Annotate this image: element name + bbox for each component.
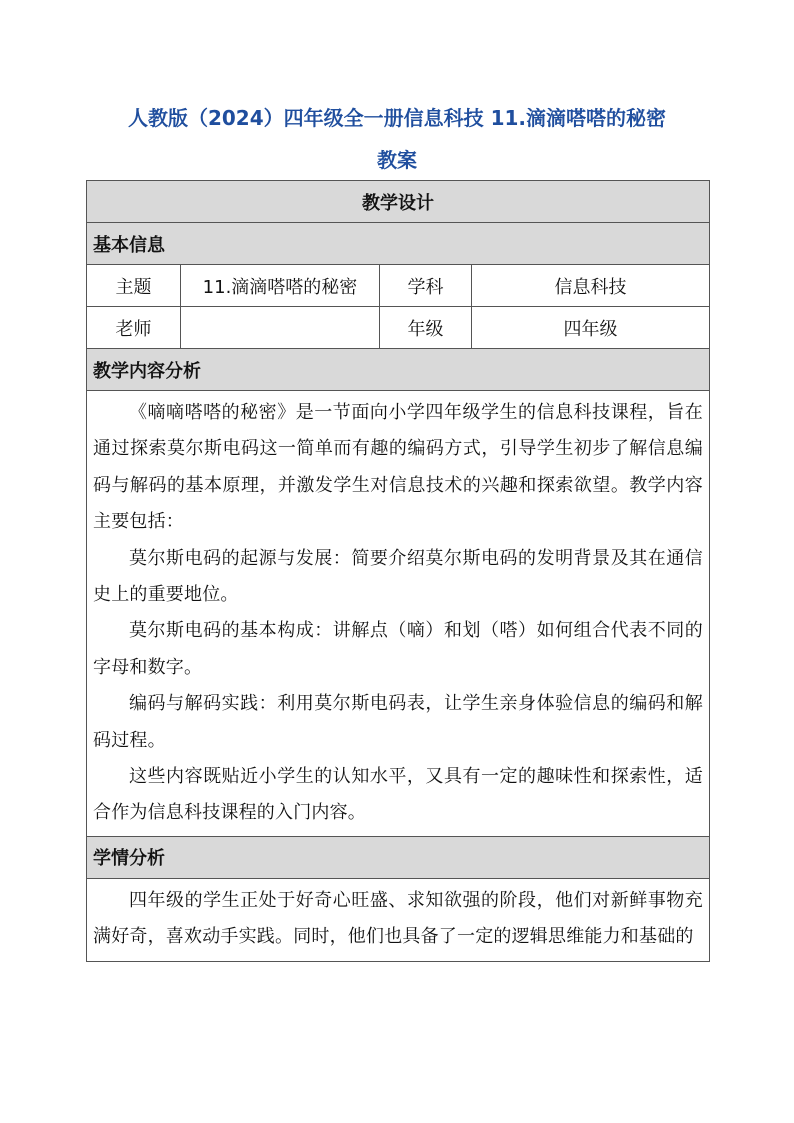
subject-value: 信息科技 (472, 265, 710, 307)
teacher-label: 老师 (87, 307, 181, 349)
content-paragraph: 《嘀嘀嗒嗒的秘密》是一节面向小学四年级学生的信息科技课程，旨在通过探索莫尔斯电码这一简单而有趣的编码方式，引导学生初步了解信息编码与解码的基本原理，并激发学生对信息技术的兴趣和探索欲望。教学内容主要包括： (93, 402, 703, 533)
grade-value: 四年级 (472, 307, 710, 349)
content-paragraph: 莫尔斯电码的基本构成：讲解点（嘀）和划（嗒）如何组合代表不同的字母和数字。 (93, 620, 703, 678)
grade-label: 年级 (380, 307, 472, 349)
document-title: 人教版（2024）四年级全一册信息科技 11.滴滴嗒嗒的秘密 (127, 106, 667, 130)
document-subtitle: 教案 (377, 148, 417, 172)
teacher-value (181, 307, 380, 349)
content-paragraph: 编码与解码实践：利用莫尔斯电码表，让学生亲身体验信息的编码和解码过程。 (93, 693, 703, 751)
topic-value: 11.滴滴嗒嗒的秘密 (181, 265, 380, 307)
content-paragraph: 莫尔斯电码的起源与发展：简要介绍莫尔斯电码的发明背景及其在通信史上的重要地位。 (93, 547, 703, 606)
lesson-plan-table (86, 180, 710, 962)
content-analysis-body (87, 391, 710, 837)
content-paragraph: 这些内容既贴近小学生的认知水平，又具有一定的趣味性和探索性，适合作为信息科技课程的入门内容。 (93, 766, 703, 824)
topic-label: 主题 (87, 265, 181, 307)
section-content-analysis: 教学内容分析 (87, 349, 710, 391)
section-basic-info: 基本信息 (87, 223, 710, 265)
section-learner-analysis: 学情分析 (87, 836, 710, 878)
subject-label: 学科 (380, 265, 472, 307)
learner-analysis-body (87, 878, 710, 961)
table-header: 教学设计 (87, 181, 710, 223)
learner-paragraph: 四年级的学生正处于好奇心旺盛、求知欲强的阶段，他们对新鲜事物充满好奇，喜欢动手实践。同时，他们也具备了一定的逻辑思维能力和基础的 (93, 889, 703, 948)
